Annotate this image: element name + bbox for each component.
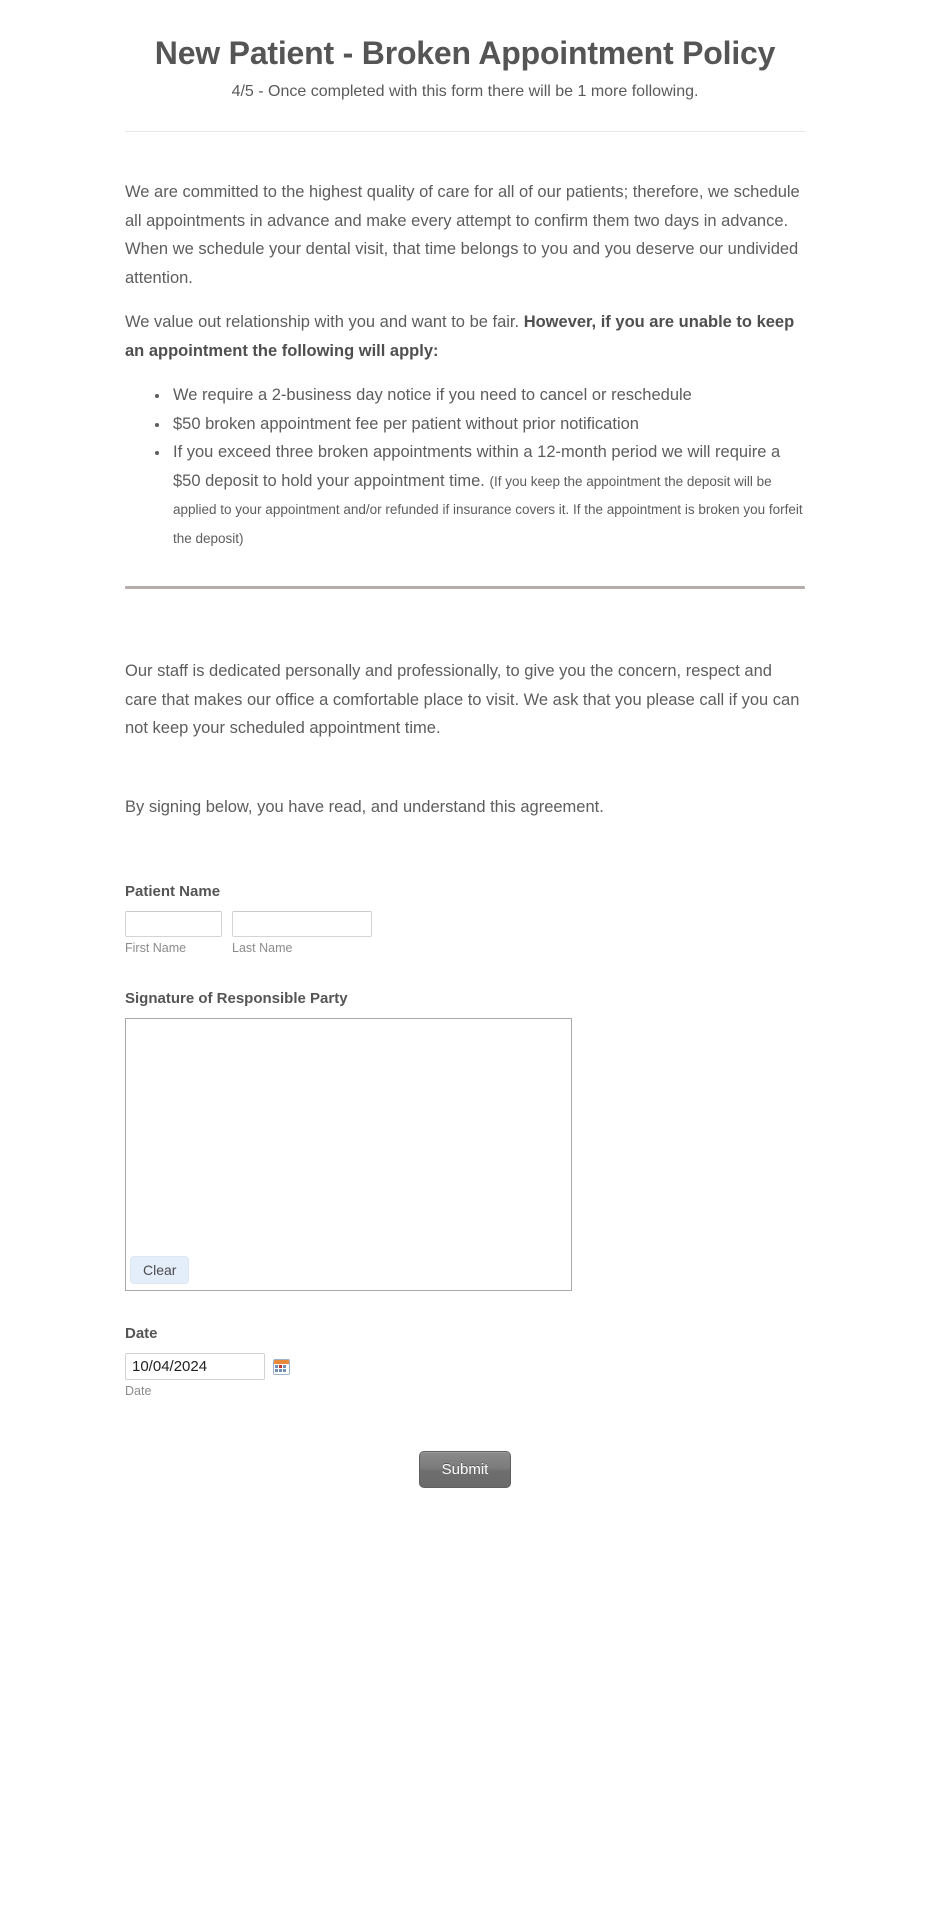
list-item	[153, 438, 805, 552]
paragraph-signing: By signing below, you have read, and understand this agreement.	[125, 797, 604, 816]
spacer	[85, 623, 845, 657]
paragraph-fairness-bold: However, if you are unable to keep an appointment the following will apply:	[125, 313, 795, 360]
page-title: New Patient - Broken Appointment Policy	[154, 35, 776, 71]
spacer	[85, 132, 845, 178]
submit-button[interactable]: Submit	[419, 1451, 512, 1488]
patient-name-field	[85, 883, 845, 956]
policy-bullet-list	[125, 381, 805, 552]
first-name-input[interactable]	[125, 911, 222, 937]
last-name-column	[232, 911, 372, 956]
form-header	[85, 0, 845, 103]
paragraph-commitment: We are committed to the highest quality of care for all of our patients; therefore, we schedule all appointments in advance and make every attempt to confirm them two days in advance. When we schedule your dental visit, that time belongs to you and you deserve our undivided attention.	[125, 183, 800, 287]
paragraph-fairness	[125, 308, 805, 365]
list-item-fine-print: (If you keep the appointment the deposit will be applied to your appointment and/or refunded if insurance covers it. If the appointment is broken you forfeit the deposit)	[173, 473, 803, 546]
spacer	[85, 956, 845, 990]
calendar-icon-glyph	[274, 1360, 289, 1374]
last-name-input[interactable]	[232, 911, 372, 937]
calendar-icon[interactable]	[273, 1359, 290, 1375]
section-divider	[125, 586, 805, 589]
date-label: Date	[125, 1325, 158, 1343]
spacer	[85, 837, 845, 883]
page-subtitle: 4/5 - Once completed with this form there will be 1 more following.	[231, 83, 699, 101]
closing-text-block	[85, 657, 845, 821]
date-input-wrapper	[125, 1353, 265, 1380]
first-name-sublabel: First Name	[125, 941, 187, 956]
last-name-sublabel: Last Name	[232, 941, 293, 956]
date-row	[125, 1353, 805, 1380]
clear-signature-button[interactable]: Clear	[130, 1256, 189, 1284]
patient-name-label: Patient Name	[125, 883, 221, 901]
date-input[interactable]	[125, 1353, 265, 1380]
first-name-column	[125, 911, 222, 956]
paragraph-fairness-plain: We value out relationship with you and want to be fair.	[125, 313, 524, 332]
signature-field	[85, 990, 845, 1291]
signature-canvas[interactable]	[125, 1018, 572, 1291]
policy-text-block	[85, 178, 845, 552]
patient-name-row	[125, 911, 805, 956]
form-container	[85, 0, 845, 1488]
list-item-main: If you exceed three broken appointments within a 12-month period we will require a $50 deposit to hold your appointment time.	[173, 443, 781, 490]
spacer	[85, 1399, 845, 1445]
spacer	[85, 1291, 845, 1325]
list-item: We require a 2-business day notice if you need to cancel or reschedule	[153, 381, 805, 410]
signature-label: Signature of Responsible Party	[125, 990, 348, 1008]
date-field	[85, 1325, 845, 1399]
list-item: $50 broken appointment fee per patient without prior notification	[153, 410, 805, 439]
submit-area	[85, 1445, 845, 1488]
date-sublabel: Date	[125, 1384, 152, 1399]
paragraph-staff: Our staff is dedicated personally and professionally, to give you the concern, respect and care that makes our office a comfortable place to visit. We ask that you please call if you can not keep your scheduled appointment time.	[125, 662, 800, 738]
spacer	[125, 759, 805, 793]
